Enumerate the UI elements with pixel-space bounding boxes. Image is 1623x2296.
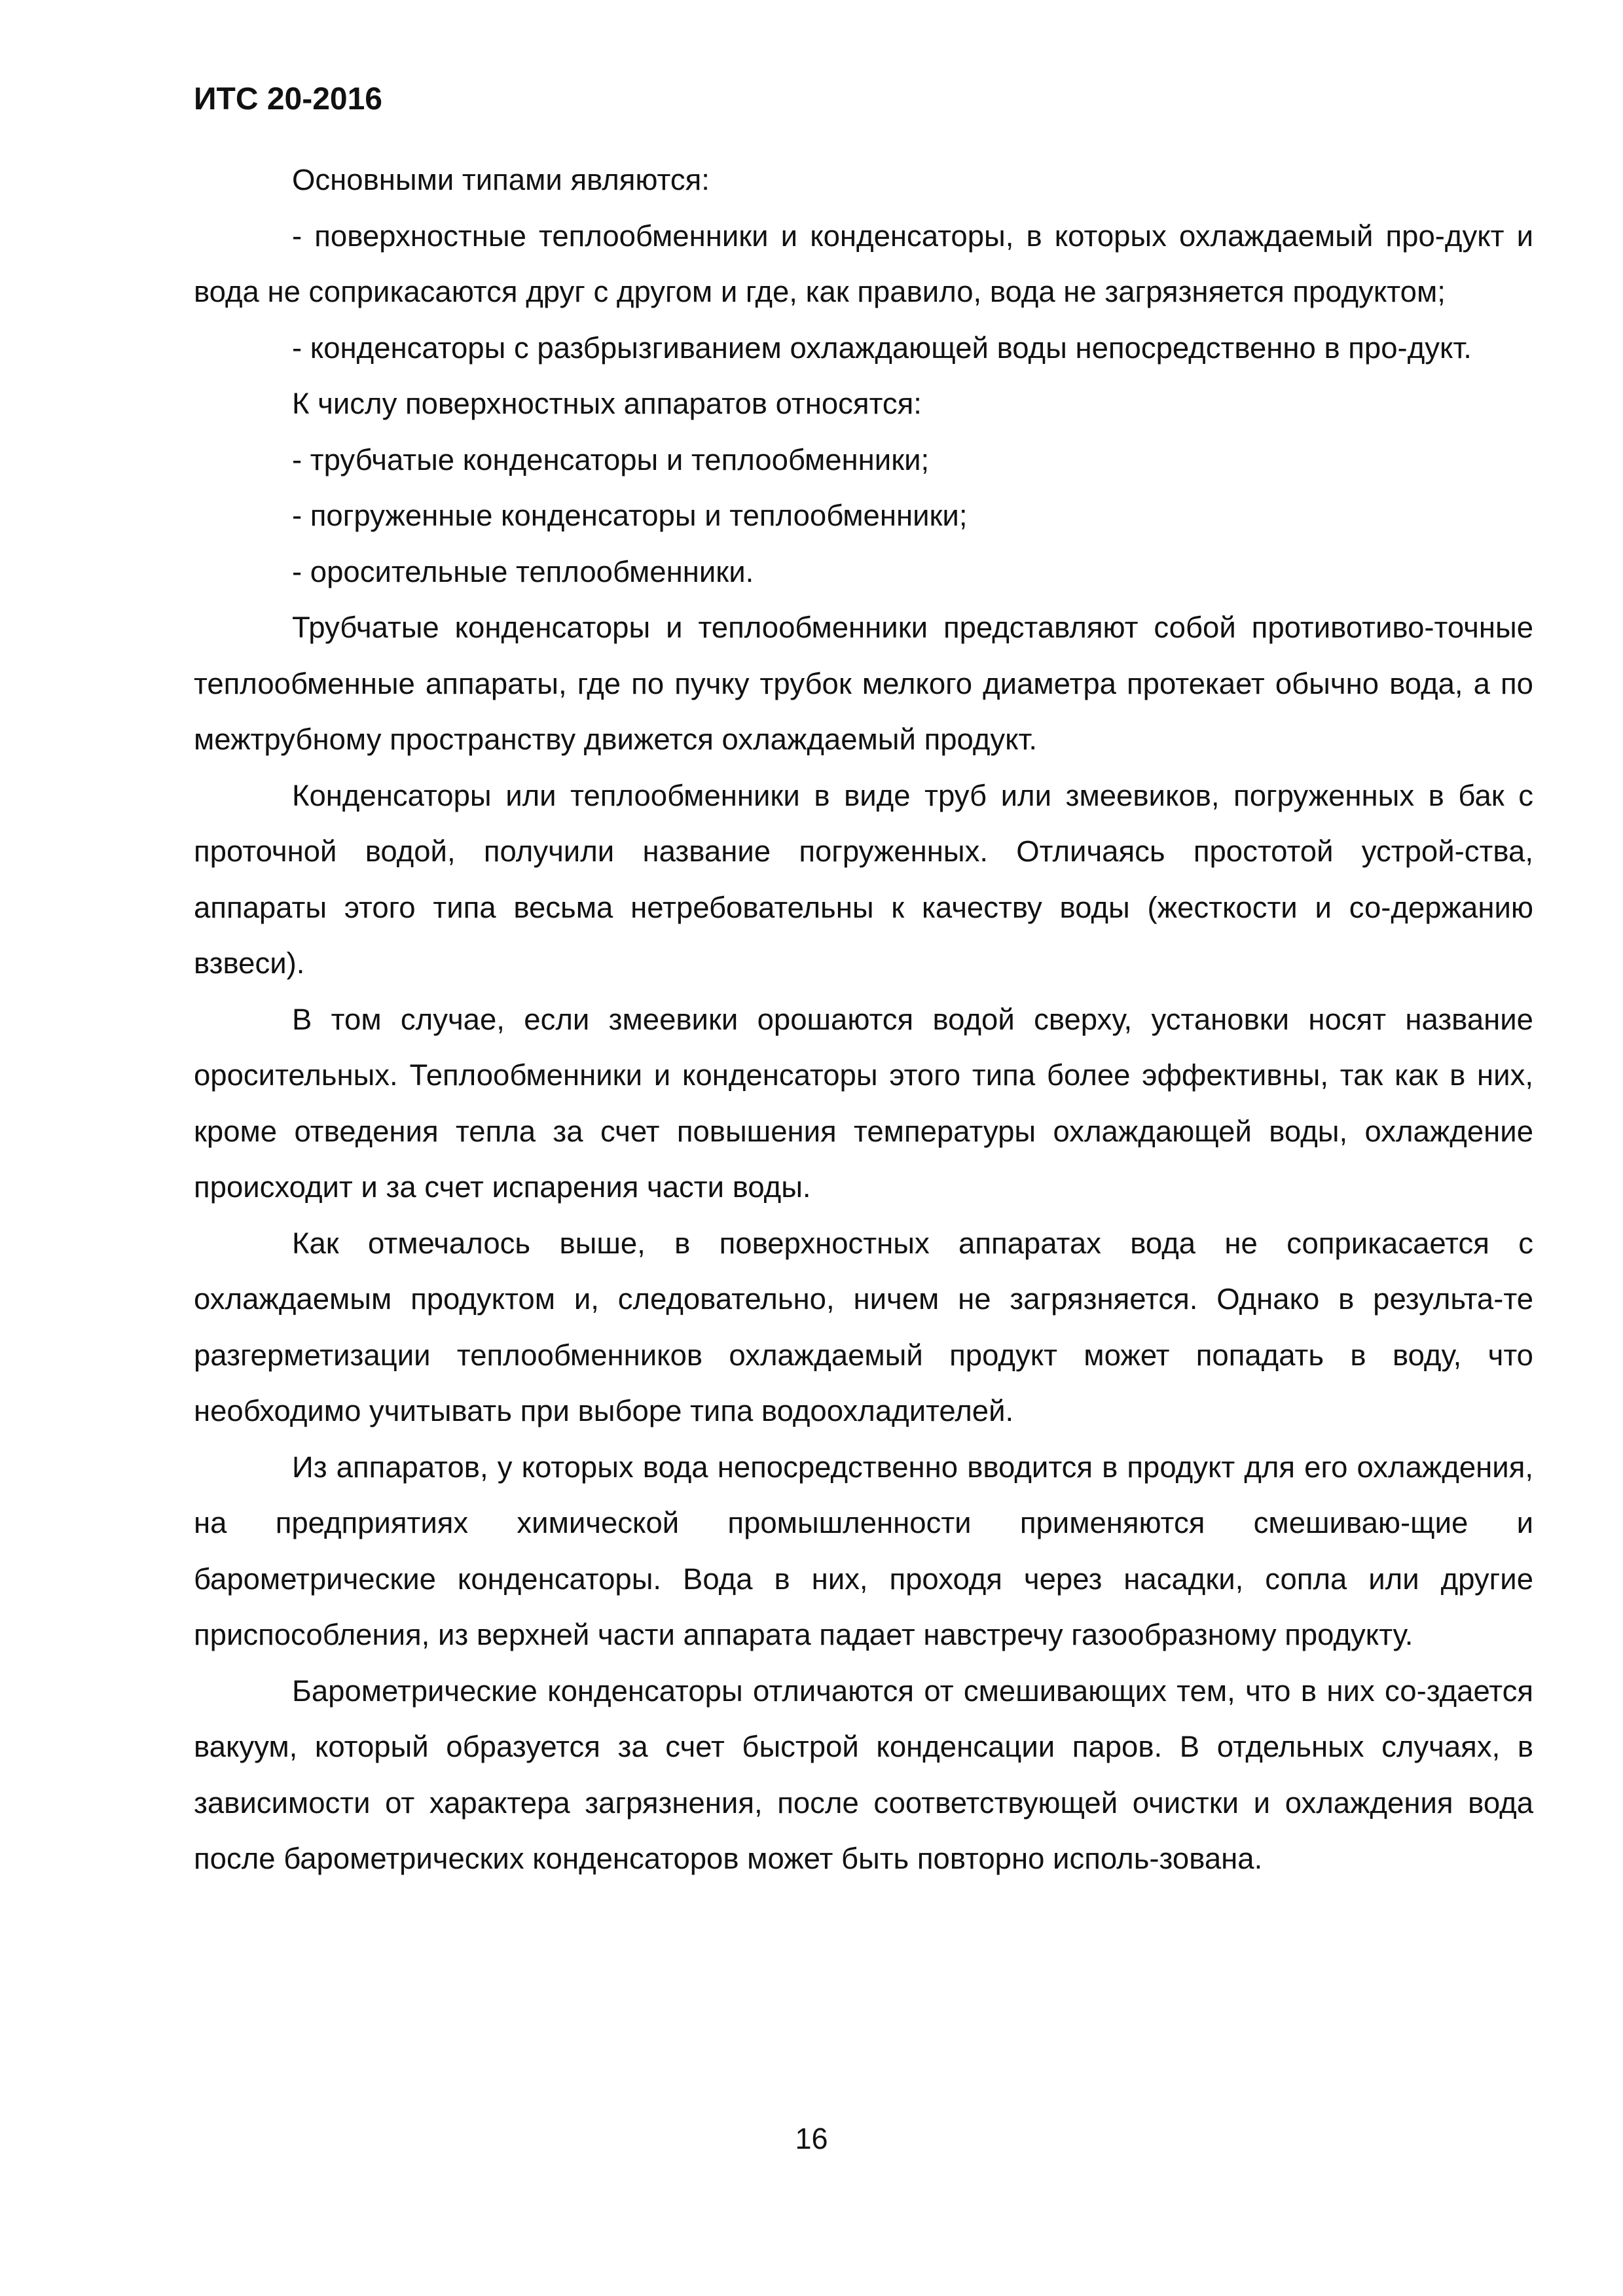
paragraph-contamination-note: Как отмечалось выше, в поверхностных аппаратах вода не соприкасается с охлаждаемым продуктом и, следовательно, ничем не загрязняется. Однако в результа-те разгерметизации теплообменников охлаждаемый продукт может попадать в воду, что необходимо учитывать при выборе типа водоохладителей.	[194, 1226, 1533, 1427]
document-body	[194, 152, 1533, 1887]
paragraph-surface-apparatus-list-intro: К числу поверхностных аппаратов относятся:	[292, 387, 922, 420]
list-item-irrigation: - оросительные теплообменники.	[292, 554, 754, 588]
list-item-submerged: - погруженные конденсаторы и теплообменники;	[292, 499, 968, 532]
paragraph-spray-condensers: - конденсаторы с разбрызгиванием охлаждающей воды непосредственно в про-дукт.	[292, 331, 1472, 365]
paragraph-submerged-description: Конденсаторы или теплообменники в виде труб или змеевиков, погруженных в бак с проточной водой, получили название погруженных. Отличаясь простотой устрой-ства, аппараты этого типа весьма нетребовательны к качеству воды (жесткости и со-держанию взвеси).	[194, 778, 1533, 980]
page-number: 16	[795, 2122, 828, 2155]
paragraph-tubular-description: Трубчатые конденсаторы и теплообменники представляют собой противотиво-точные теплообменные аппараты, где по пучку трубок мелкого диаметра протекает обычно вода, а по межтрубному пространству движется охлаждаемый продукт.	[194, 611, 1533, 756]
paragraph-surface-heat-exchangers: - поверхностные теплообменники и конденсаторы, в которых охлаждаемый про-дукт и вода не соприкасаются друг с другом и где, как правило, вода не загрязняется продуктом;	[194, 219, 1533, 308]
paragraph-irrigation-description: В том случае, если змеевики орошаются водой сверху, установки носят название оросительных. Теплообменники и конденсаторы этого типа более эффективны, так как в них, кроме отведения тепла за счет повышения температуры охлаждающей воды, охлаждение происходит и за счет испарения части воды.	[194, 1002, 1533, 1204]
paragraph-main-types-intro: Основными типами являются:	[292, 163, 710, 196]
paragraph-mixing-barometric: Из аппаратов, у которых вода непосредственно вводится в продукт для его охлаждения, на предприятиях химической промышленности применяются смешиваю-щие и барометрические конденсаторы. Вода в них, проходя через насадки, сопла или другие приспособления, из верхней части аппарата падает навстречу газообразному продукту.	[194, 1450, 1533, 1651]
paragraph-barometric-description: Барометрические конденсаторы отличаются от смешивающих тем, что в них со-здается вакуум, который образуется за счет быстрой конденсации паров. В отдельных случаях, в зависимости от характера загрязнения, после соответствующей очистки и охлаждения вода после барометрических конденсаторов может быть повторно исполь-зована.	[194, 1674, 1533, 1875]
list-item-tubular: - трубчатые конденсаторы и теплообменники;	[292, 442, 930, 476]
document-code-header: ИТС 20-2016	[194, 82, 382, 117]
